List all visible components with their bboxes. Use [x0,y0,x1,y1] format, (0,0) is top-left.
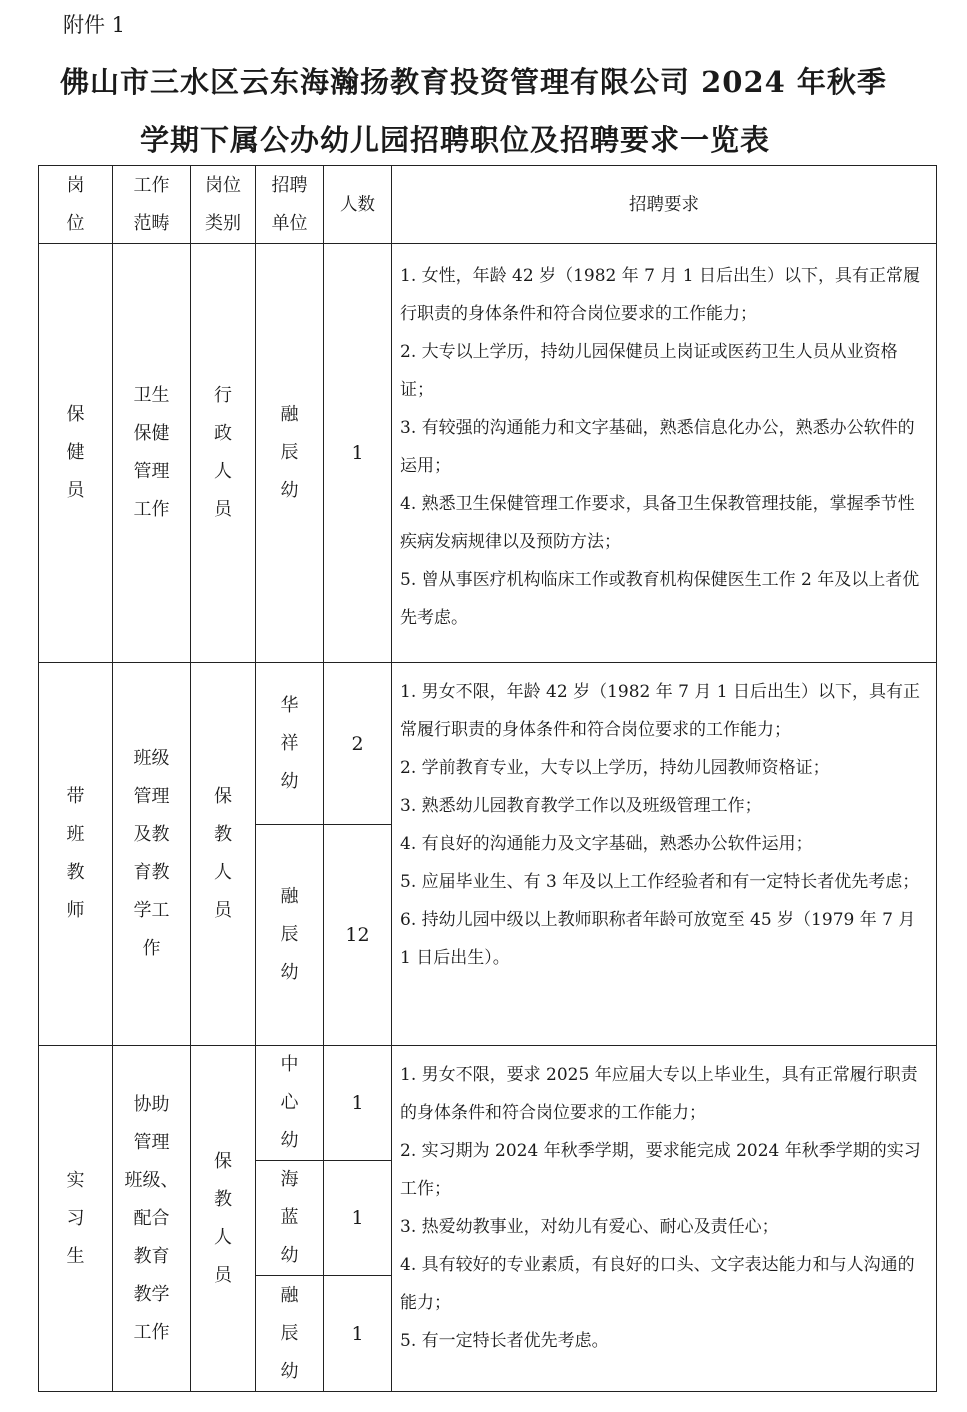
requirements-cell [392,1046,937,1392]
requirement-item: 1. 男女不限，年龄 42 岁（1982 年 7 月 1 日后出生）以下，具有正常履行职责的身体条件和符合岗位要求的工作能力； [400,682,920,740]
count-cell: 1 [324,1161,392,1276]
requirement-item: 4. 有良好的沟通能力及文字基础，熟悉办公软件运用； [400,834,813,854]
header-unit: 招聘 单位 [256,166,324,244]
document-title-line2: 学期下属公办幼儿园招聘职位及招聘要求一览表 [140,123,771,157]
table-row [39,1046,937,1161]
requirement-item: 6. 持幼儿园中级以上教师职称者年龄可放宽至 45 岁（1979 年 7 月 1 日后出生）。 [400,910,916,968]
unit-cell: 融 辰 幼 [256,1276,324,1392]
header-row [39,166,937,244]
table-row [39,663,937,825]
unit-cell: 海 蓝 幼 [256,1161,324,1276]
unit-cell: 融 辰 幼 [256,244,324,663]
post-cell: 带 班 教 师 [39,663,113,1046]
scope-cell: 卫生 保健 管理 工作 [113,244,191,663]
requirement-item: 2. 实习期为 2024 年秋季学期，要求能完成 2024 年秋季学期的实习工作； [400,1141,921,1199]
attachment-label: 附件 1 [63,13,126,37]
header-category: 岗位 类别 [191,166,256,244]
table-row [39,244,937,663]
header-post: 岗 位 [39,166,113,244]
unit-cell: 融 辰 幼 [256,825,324,1046]
requirement-item: 5. 曾从事医疗机构临床工作或教育机构保健医生工作 2 年及以上者优先考虑。 [400,570,920,628]
count-cell: 1 [324,1276,392,1392]
scope-cell: 班级 管理 及教 育教 学工 作 [113,663,191,1046]
count-cell: 1 [324,244,392,663]
document-title-line1: 佛山市三水区云东海瀚扬教育投资管理有限公司 2024 年秋季 [60,65,887,99]
category-cell: 保 教 人 员 [191,1046,256,1392]
requirement-item: 2. 大专以上学历，持幼儿园保健员上岗证或医药卫生人员从业资格证； [400,342,898,400]
requirements-cell [392,663,937,1046]
recruitment-table [38,165,937,1392]
header-count: 人数 [324,166,392,244]
requirement-item: 3. 熟悉幼儿园教育教学工作以及班级管理工作； [400,796,762,816]
requirement-item: 3. 热爱幼教事业，对幼儿有爱心、耐心及责任心； [400,1217,779,1237]
header-requirements: 招聘要求 [392,166,937,244]
unit-cell: 中 心 幼 [256,1046,324,1161]
scope-cell: 协助 管理 班级、 配合 教育 教学 工作 [113,1046,191,1392]
requirement-item: 4. 熟悉卫生保健管理工作要求，具备卫生保教管理技能，掌握季节性疾病发病规律以及预防方法； [400,494,915,552]
requirement-item: 5. 有一定特长者优先考虑。 [400,1331,609,1351]
post-cell: 实 习 生 [39,1046,113,1392]
requirement-item: 5. 应届毕业生、有 3 年及以上工作经验者和有一定特长者优先考虑； [400,872,920,892]
post-cell: 保 健 员 [39,244,113,663]
requirement-item: 4. 具有较好的专业素质，有良好的口头、文字表达能力和与人沟通的能力； [400,1255,915,1313]
count-cell: 2 [324,663,392,825]
category-cell: 保 教 人 员 [191,663,256,1046]
requirements-cell [392,244,937,663]
count-cell: 12 [324,825,392,1046]
header-scope: 工作 范畴 [113,166,191,244]
requirement-item: 2. 学前教育专业，大专以上学历，持幼儿园教师资格证； [400,758,830,778]
requirement-item: 1. 女性，年龄 42 岁（1982 年 7 月 1 日后出生）以下，具有正常履行职责的身体条件和符合岗位要求的工作能力； [400,266,920,324]
count-cell: 1 [324,1046,392,1161]
unit-cell: 华 祥 幼 [256,663,324,825]
requirement-item: 1. 男女不限，要求 2025 年应届大专以上毕业生，具有正常履行职责的身体条件和符合岗位要求的工作能力； [400,1065,918,1123]
category-cell: 行 政 人 员 [191,244,256,663]
requirement-item: 3. 有较强的沟通能力和文字基础，熟悉信息化办公，熟悉办公软件的运用； [400,418,915,476]
